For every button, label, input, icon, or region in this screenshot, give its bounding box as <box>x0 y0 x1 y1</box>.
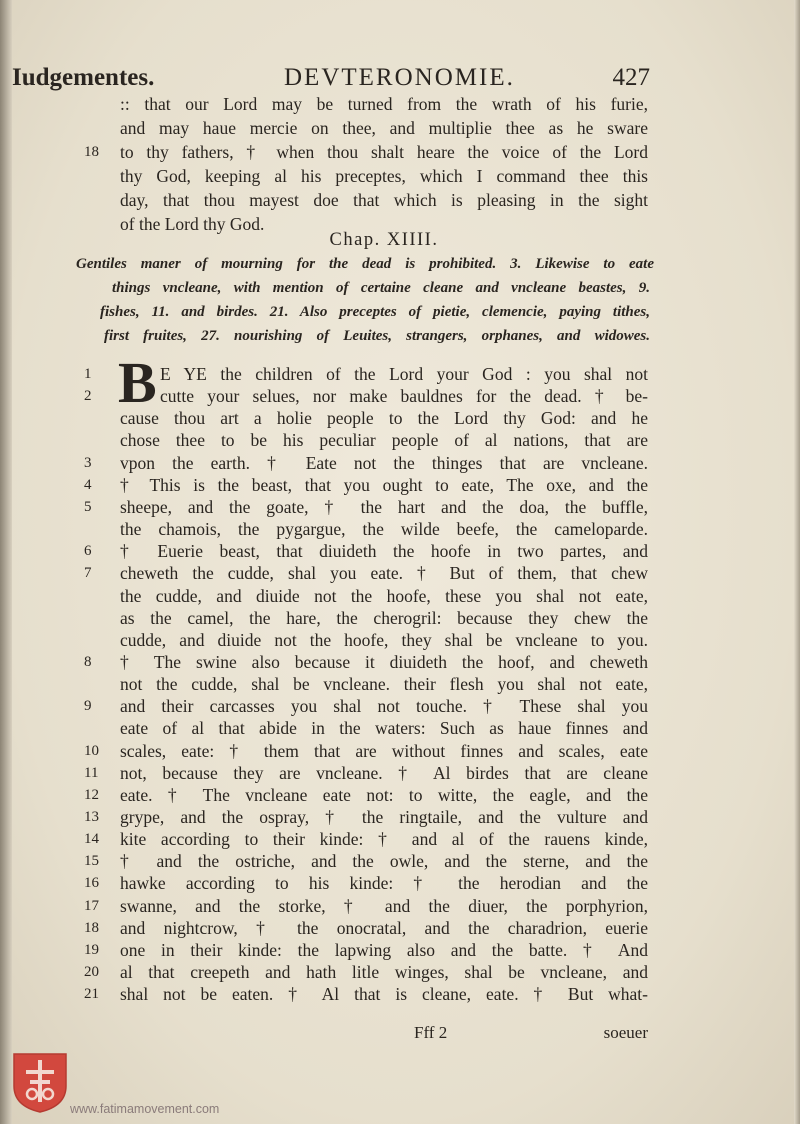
text-line: to thy fathers, † when thou shalt heare the voice of the Lord <box>120 142 648 162</box>
signature-mark: Fff 2 <box>414 1023 448 1042</box>
header-left: Iudgementes. <box>12 64 155 91</box>
running-header <box>12 64 650 94</box>
text-line: hawke according to his kinde: † the herodian and the <box>120 873 648 894</box>
verse-number: 13 <box>84 809 99 825</box>
verse-number: 3 <box>84 454 92 471</box>
verse-number: 11 <box>84 764 99 781</box>
text-line: cudde, and diuide not the hoofe, they shal be vncleane to you. <box>120 629 648 650</box>
verse-number: 1 <box>84 366 92 382</box>
text-line: eate. † The vncleane eate not: to witte, the eagle, and the <box>120 784 648 805</box>
text-line: vpon the earth. † Eate not the thinges that are vncleane. <box>120 452 648 473</box>
verse-number: 18 <box>84 919 99 936</box>
text-line: † and the ostriche, and the owle, and the sterne, and the <box>120 851 648 872</box>
text-line: not, because they are vncleane. † Al birdes that are cleane <box>120 762 648 783</box>
summary-line: fishes, 11. and birdes. 21. Also preceptes of pietie, clemencie, paying tithes, <box>100 304 650 320</box>
text-line: scales, eate: † them that are without finnes and scales, eate <box>120 740 648 761</box>
text-line: and nightcrow, † the onocratal, and the charadrion, euerie <box>120 917 648 938</box>
text-line: the chamois, the pygargue, the wilde beefe, the cameloparde. <box>120 519 648 540</box>
text-line: of the Lord thy God. <box>120 214 265 234</box>
verse-number: 2 <box>84 388 92 405</box>
verse-number: 10 <box>84 742 99 759</box>
text-line: not the cudde, shal be vncleane. their flesh you shal not eate, <box>120 674 648 695</box>
verse-number: 7 <box>84 565 92 582</box>
summary-line: things vncleane, with mention of certaine cleane and vncleane beastes, 9. <box>112 280 650 296</box>
page-right-edge <box>794 0 800 1124</box>
page-left-edge <box>0 0 12 1124</box>
catchword: soeuer <box>603 1023 648 1042</box>
verse-number: 4 <box>84 476 92 493</box>
verse-number: 12 <box>84 786 99 803</box>
website-watermark[interactable]: www.fatimamovement.com <box>70 1102 220 1116</box>
shield-logo-icon <box>12 1052 68 1114</box>
verse-number: 8 <box>84 653 92 670</box>
verse-number: 9 <box>84 698 92 715</box>
text-line: † The swine also because it diuideth the hoof, and cheweth <box>120 651 648 672</box>
text-line: chose thee to be his peculiar people of al nations, that are <box>120 430 648 451</box>
chapter-title: Chap. XIIII. <box>329 230 439 250</box>
header-book-title: DEVTERONOMIE. <box>284 64 515 91</box>
text-line: eate of al that abide in the waters: Such as haue finnes and <box>120 718 648 739</box>
verse-number: 6 <box>84 543 92 560</box>
text-line: the cudde, and diuide not the hoofe, these you shal not eate, <box>120 585 648 606</box>
text-line: grype, and the ospray, † the ringtaile, and the vulture and <box>120 807 648 827</box>
page-number: 427 <box>612 64 650 91</box>
text-line: † Euerie beast, that diuideth the hoofe in two partes, and <box>120 541 648 562</box>
verse-number: 19 <box>84 941 99 958</box>
text-line: swanne, and the storke, † and the diuer, the porphyrion, <box>120 895 648 916</box>
text-line: thy God, keeping al his preceptes, which I command thee this <box>120 166 648 186</box>
verse-number: 20 <box>84 964 99 981</box>
text-line: cause thou art a holie people to the Lord thy God: and he <box>120 408 648 429</box>
text-line: day, that thou mayest doe that which is pleasing in the sight <box>120 190 648 210</box>
verse-number: 5 <box>84 498 92 515</box>
summary-line: Gentiles maner of mourning for the dead is prohibited. 3. Likewise to eate <box>76 256 654 272</box>
text-line: † This is the beast, that you ought to eate, The oxe, and the <box>120 474 648 495</box>
text-line: sheepe, and the goate, † the hart and the doa, the buffle, <box>120 496 648 517</box>
drop-cap: B <box>118 350 157 415</box>
summary-line: first fruites, 27. nourishing of Leuites, strangers, orphanes, and widowes. <box>104 328 650 344</box>
verse-number: 15 <box>84 853 99 870</box>
verse-number: 21 <box>84 986 99 1003</box>
verse-number: 18 <box>84 144 99 160</box>
text-line: and may haue mercie on thee, and multiplie thee as he sware <box>120 118 648 138</box>
text-line: :: that our Lord may be turned from the wrath of his furie, <box>120 94 648 114</box>
text-line: cutte your selues, nor make bauldnes for the dead. † be- <box>160 386 648 407</box>
text-line: as the camel, the hare, the cherogril: because they chew the <box>120 607 648 628</box>
text-line: E YE the children of the Lord your God : you shal not <box>160 364 648 384</box>
verse-number: 17 <box>84 897 99 914</box>
text-line: shal not be eaten. † Al that is cleane, eate. † But what- <box>120 984 648 1005</box>
verse-number: 14 <box>84 831 99 848</box>
text-line: and their carcasses you shal not touche. † These shal you <box>120 696 648 717</box>
verse-number: 16 <box>84 875 99 892</box>
text-line: kite according to their kinde: † and al of the rauens kinde, <box>120 829 648 850</box>
text-line: cheweth the cudde, shal you eate. † But of them, that chew <box>120 563 648 584</box>
text-line: one in their kinde: the lapwing also and the batte. † And <box>120 939 648 960</box>
text-line: al that creepeth and hath litle winges, shal be vncleane, and <box>120 962 648 983</box>
